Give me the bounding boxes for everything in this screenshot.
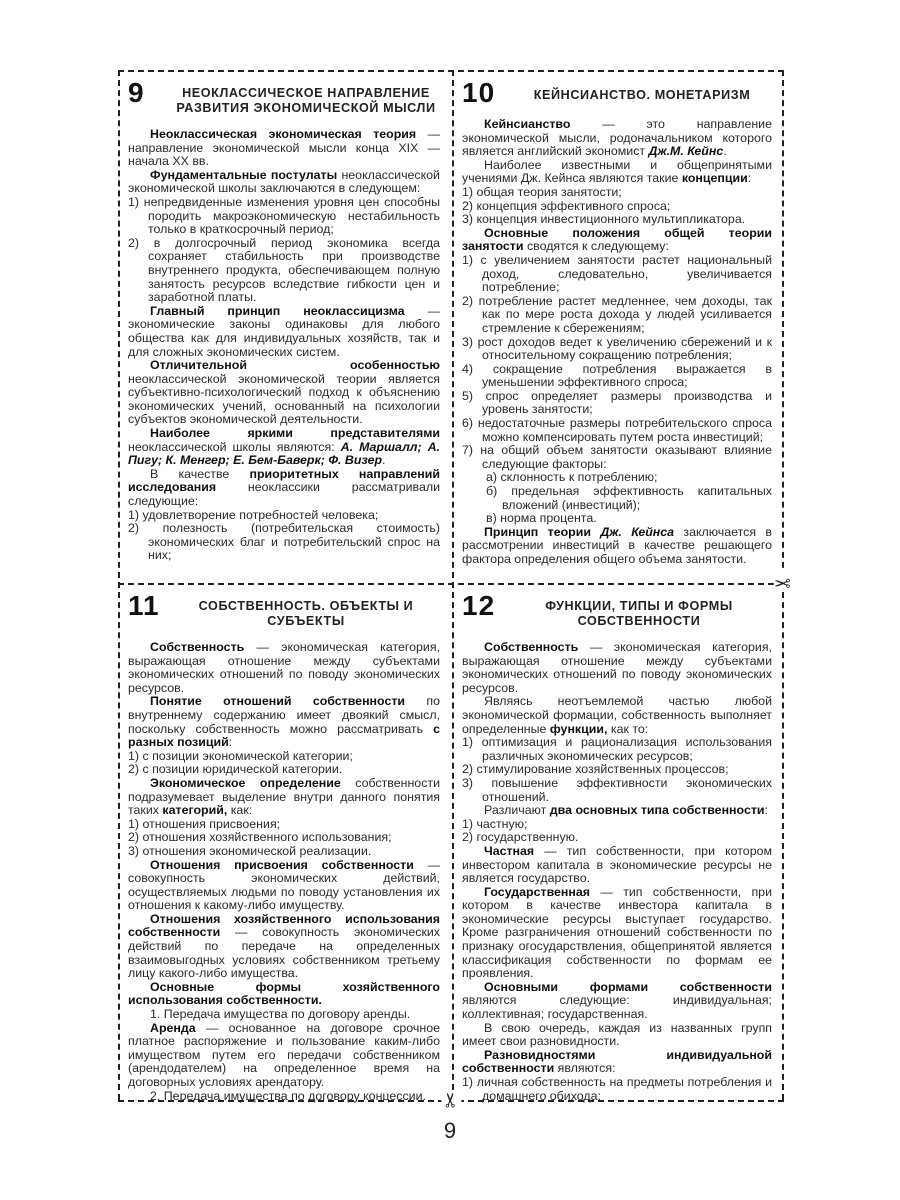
paragraph: Отличительной особенностью неоклассической экономической теории является субъективно-психологический подход к объяснению экономических учений, основанный на психологии субъектов экономической деятельности. xyxy=(128,358,440,427)
paragraph: Экономическое определение собственности подразумевает выделение внутри данного понятия таких категорий, как: xyxy=(128,775,440,818)
card-number: 9 xyxy=(128,77,145,108)
paragraph: Главный принцип неоклассицизма — экономические законы одинаковы для любого общества как для индивидуальных хозяйств, так и для сложных экономических систем. xyxy=(128,303,440,359)
list-item: 2) потребление растет медленнее, чем доходы, так как по мере роста дохода у людей усиливается стремление к сбережениям; xyxy=(462,293,772,335)
card-body xyxy=(128,641,440,1103)
card-header xyxy=(462,591,772,631)
list-item: 1) непредвиденные изменения уровня цен способны породить макроэкономическую нестабильность только в краткосрочный период; xyxy=(128,194,440,237)
list-item: 1) частную; xyxy=(462,816,528,831)
paragraph: Основные положения общей теории занятости сводятся к следующему: xyxy=(462,225,772,254)
paragraph: Разновидностями индивидуальной собственности являются: xyxy=(462,1047,772,1076)
card-11 xyxy=(118,585,452,1103)
card-body xyxy=(462,641,772,1103)
card-9 xyxy=(118,72,452,582)
list-item: 3) концепция инвестиционного мультипликатора. xyxy=(462,212,746,227)
list-item: 3) отношения экономической реализации. xyxy=(128,843,372,858)
card-10 xyxy=(452,72,784,582)
card-header xyxy=(128,591,440,631)
list-item: 1) личная собственность на предметы потребления и домашнего обихода; xyxy=(462,1075,772,1103)
paragraph: Отношения присвоения собственности — совокупность экономических действий, осуществляемых людьми по поводу установления их отношения к какому-либо имуществу. xyxy=(128,857,440,913)
card-title: НЕОКЛАССИЧЕСКОЕ НАПРАВЛЕНИЕ РАЗВИТИЯ ЭКОНОМИЧЕСКОЙ МЫСЛИ xyxy=(176,86,436,115)
paragraph: Неоклассическая экономическая теория — направление экономической мысли конца XIX — начала XX вв. xyxy=(128,127,440,169)
list-item: 4) сокращение потребления выражается в уменьшении эффективного спроса; xyxy=(462,361,772,390)
list-item: 7) на общий объем занятости оказывают влияние следующие факторы: xyxy=(462,443,772,471)
card-title: КЕЙНСИАНСТВО. МОНЕТАРИЗМ xyxy=(533,88,751,102)
paragraph: Различают два основных типа собственности: xyxy=(484,803,768,818)
list-item: 2) стимулирование хозяйственных процессов; xyxy=(462,762,729,777)
card-header xyxy=(462,78,772,108)
paragraph: Основные формы хозяйственного использования собственности. xyxy=(128,979,440,1008)
paragraph: 2. Передача имущества по договору концессии. xyxy=(150,1088,426,1103)
paragraph: 1. Передача имущества по договору аренды. xyxy=(150,1007,411,1022)
list-item: 2) отношения хозяйственного использования; xyxy=(128,830,392,845)
paragraph: Понятие отношений собственности по внутреннему содержанию имеет двоякий смысл, поскольку собственность можно рассматривать с разных позиций: xyxy=(128,694,441,750)
list-item: 2) государственную. xyxy=(462,830,579,845)
sublist-item: а) склонность к потреблению; xyxy=(486,470,658,485)
page-number: 9 xyxy=(443,1118,457,1143)
list-item: 2) полезность (потребительская стоимость) экономических благ и потребительский спрос на них; xyxy=(128,521,440,563)
card-body xyxy=(462,118,772,567)
paragraph: Собственность — экономическая категория, выражающая отношение между субъектами экономических отношений по поводу экономических ресурсов. xyxy=(462,640,772,695)
paragraph: Отношения хозяйственного использования собственности — совокупность экономических действий по передаче на определенных взаимовыгодных условиях собственником третьему лицу какого-либо имущества. xyxy=(128,911,440,981)
paragraph: Основными формами собственности являются следующие: индивидуальная; коллективная; государственная. xyxy=(462,979,772,1022)
list-item: 5) спрос определяет размеры производства и уровень занятости; xyxy=(462,388,772,417)
list-item: 3) рост доходов ведет к увеличению сбережений и к относительному сокращению потребления; xyxy=(462,334,772,363)
list-item: 1) отношения присвоения; xyxy=(128,816,281,831)
list-item: 1) удовлетворение потребностей человека; xyxy=(128,507,379,522)
list-item: 1) с позиции экономической категории; xyxy=(128,748,353,763)
card-12 xyxy=(452,585,784,1103)
sublist-item: в) норма процента. xyxy=(486,511,597,526)
card-number: 10 xyxy=(462,77,496,108)
list-item: 2) концепция эффективного спроса; xyxy=(462,198,671,213)
paragraph: Государственная — тип собственности, при котором в качестве инвестора капитала в экономические ресурсы выступает государство. Кроме разграничения отношений собственности по признаку огосударствления, общепринятой является классификация собственности по формам ее проявления. xyxy=(462,884,772,981)
paragraph: Принцип теории Дж. Кейнса заключается в рассмотрении инвестиций в качестве решающего фактора определения общего объема занятости. xyxy=(462,524,772,566)
list-item: 1) общая теория занятости; xyxy=(462,184,622,199)
paragraph: Кейнсианство — это направление экономической мысли, родоначальником которого является английский экономист Дж.М. Кейнс. xyxy=(462,117,772,159)
paragraph: В качестве приоритетных направлений исследования неоклассики рассматривали следующие: xyxy=(128,466,440,509)
sublist-item: б) предельная эффективность капитальных вложений (инвестиций); xyxy=(486,484,772,512)
card-number: 12 xyxy=(462,590,496,621)
scissors-icon: ✂ xyxy=(440,1091,463,1109)
list-item: 1) с увеличением занятости растет национальный доход, следовательно, увеличивается потребление; xyxy=(462,252,772,295)
card-title: СОБСТВЕННОСТЬ. ОБЪЕКТЫ И СУБЪЕКТЫ xyxy=(198,599,414,628)
paragraph: Собственность — экономическая категория, выражающая отношение между субъектами экономических отношений по поводу экономических ресурсов. xyxy=(128,640,440,695)
paragraph: Являясь неотъемлемой частью любой экономической формации, собственность выполняет определенные функции, как то: xyxy=(462,694,772,736)
scissors-icon: ✂ xyxy=(774,571,791,593)
card-body xyxy=(128,128,440,563)
paragraph: В свою очередь, каждая из названных групп имеет свои разновидности. xyxy=(462,1020,772,1049)
paragraph: Наиболее яркими представителями неоклассической школы являются: А. Маршалл; А. Пигу; К. Менгер; Е. Бем-Баверк; Ф. Визер. xyxy=(128,426,441,468)
card-header xyxy=(128,78,440,118)
list-item: 2) с позиции юридической категории. xyxy=(128,762,343,777)
list-item: 6) недостаточные размеры потребительского спроса можно компенсировать путем роста инвестиций; xyxy=(462,416,772,444)
paragraph: Аренда — основанное на договоре срочное платное распоряжение и пользование каким-либо имуществом путем его передачи собственником (арендодателем) на определенное время на договорных условиях арендатору. xyxy=(128,1020,440,1089)
paragraph: Частная — тип собственности, при котором инвестором капитала в экономические ресурсы не является государство. xyxy=(462,843,772,886)
list-item: 3) повышение эффективности экономических отношений. xyxy=(462,775,772,804)
list-item: 2) в долгосрочный период экономика всегда сохраняет стабильность при производстве внутреннего продукта, обеспечивающем полную занятость ресурсов вследствие гибкости цен и заработной платы. xyxy=(128,235,440,305)
card-number: 11 xyxy=(128,590,160,621)
paragraph: Фундаментальные постулаты неоклассической экономической школы заключаются в следующем: xyxy=(128,167,440,196)
list-item: 1) оптимизация и рационализация использования различных экономических ресурсов; xyxy=(462,735,772,763)
paragraph: Наиболее известными и общепринятыми учениями Дж. Кейнса являются такие концепции: xyxy=(462,157,772,186)
card-title: ФУНКЦИИ, ТИПЫ И ФОРМЫ СОБСТВЕННОСТИ xyxy=(545,599,733,628)
